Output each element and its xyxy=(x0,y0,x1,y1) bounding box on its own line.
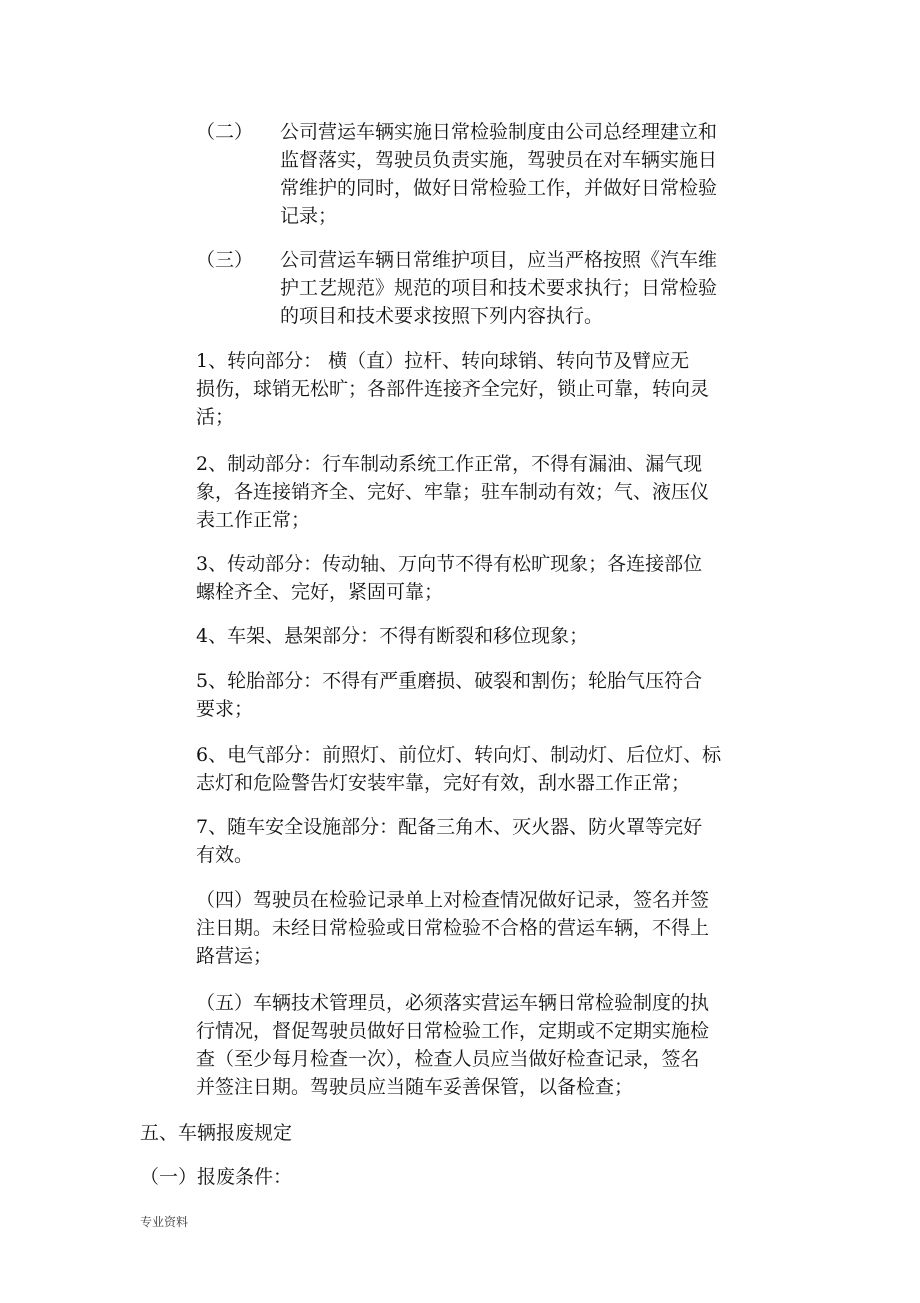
section-5-heading: 五、车辆报废规定 xyxy=(140,1122,293,1144)
part-1-line: 活； xyxy=(196,406,235,428)
subsection-1-heading: （一）报废条件： xyxy=(140,1166,293,1188)
item-4-line: （四）驾驶员在检验记录单上对检查情况做好记录，签名并签 xyxy=(196,889,710,911)
part-5-line: 5、轮胎部分：不得有严重磨损、破裂和割伤；轮胎气压符合 xyxy=(196,670,703,692)
item-5-line: 行情况，督促驾驶员做好日常检验工作，定期或不定期实施检 xyxy=(196,1020,710,1042)
item-2-line: 监督落实，驾驶员负责实施，驾驶员在对车辆实施日 xyxy=(280,149,718,171)
part-6-line: 6、电气部分：前照灯、前位灯、转向灯、制动灯、后位灯、标 xyxy=(196,744,722,766)
item-3-line: 的项目和技术要求按照下列内容执行。 xyxy=(280,305,604,327)
item-5-line: （五）车辆技术管理员，必须落实营运车辆日常检验制度的执 xyxy=(196,992,710,1014)
item-3-line: 公司营运车辆日常维护项目，应当严格按照《汽车维 xyxy=(280,249,718,271)
item-4-line: 注日期。未经日常检验或日常检验不合格的营运车辆，不得上 xyxy=(196,917,710,939)
item-5-line: 查（至少每月检查一次），检查人员应当做好检查记录，签名 xyxy=(196,1048,700,1070)
item-4-line: 路营运； xyxy=(196,945,273,967)
part-3-line: 螺栓齐全、完好，紧固可靠； xyxy=(196,581,444,603)
item-2-marker: （二） xyxy=(196,121,254,143)
part-3-line: 3、传动部分：传动轴、万向节不得有松旷现象；各连接部位 xyxy=(196,553,703,575)
item-5-line: 并签注日期。驾驶员应当随车妥善保管，以备检查； xyxy=(196,1076,634,1098)
part-2-line: 2、制动部分：行车制动系统工作正常，不得有漏油、漏气现 xyxy=(196,453,703,475)
item-3-line: 护工艺规范》规范的项目和技术要求执行；日常检验 xyxy=(280,277,718,299)
part-6-line: 志灯和危险警告灯安装牢靠，完好有效，刮水器工作正常； xyxy=(196,772,691,794)
item-3-marker: （三） xyxy=(196,249,254,271)
item-2-line: 常维护的同时，做好日常检验工作，并做好日常检验 xyxy=(280,177,718,199)
item-2-line: 记录； xyxy=(280,205,338,227)
item-2-line: 公司营运车辆实施日常检验制度由公司总经理建立和 xyxy=(280,121,718,143)
part-4-line: 4、车架、悬架部分：不得有断裂和移位现象； xyxy=(196,625,589,647)
part-1-line: 1、转向部分： 横（直）拉杆、转向球销、转向节及臂应无 xyxy=(196,350,690,372)
part-1-line: 损伤，球销无松旷；各部件连接齐全完好，锁止可靠，转向灵 xyxy=(196,378,710,400)
part-5-line: 要求； xyxy=(196,698,254,720)
part-7-line: 有效。 xyxy=(196,844,254,866)
part-7-line: 7、随车安全设施部分：配备三角木、灭火器、防火罩等完好 xyxy=(196,816,703,838)
part-2-line: 表工作正常； xyxy=(196,509,311,531)
page-footer: 专业资料 xyxy=(140,1215,189,1229)
part-2-line: 象，各连接销齐全、完好、牢靠；驻车制动有效；气、液压仪 xyxy=(196,481,710,503)
